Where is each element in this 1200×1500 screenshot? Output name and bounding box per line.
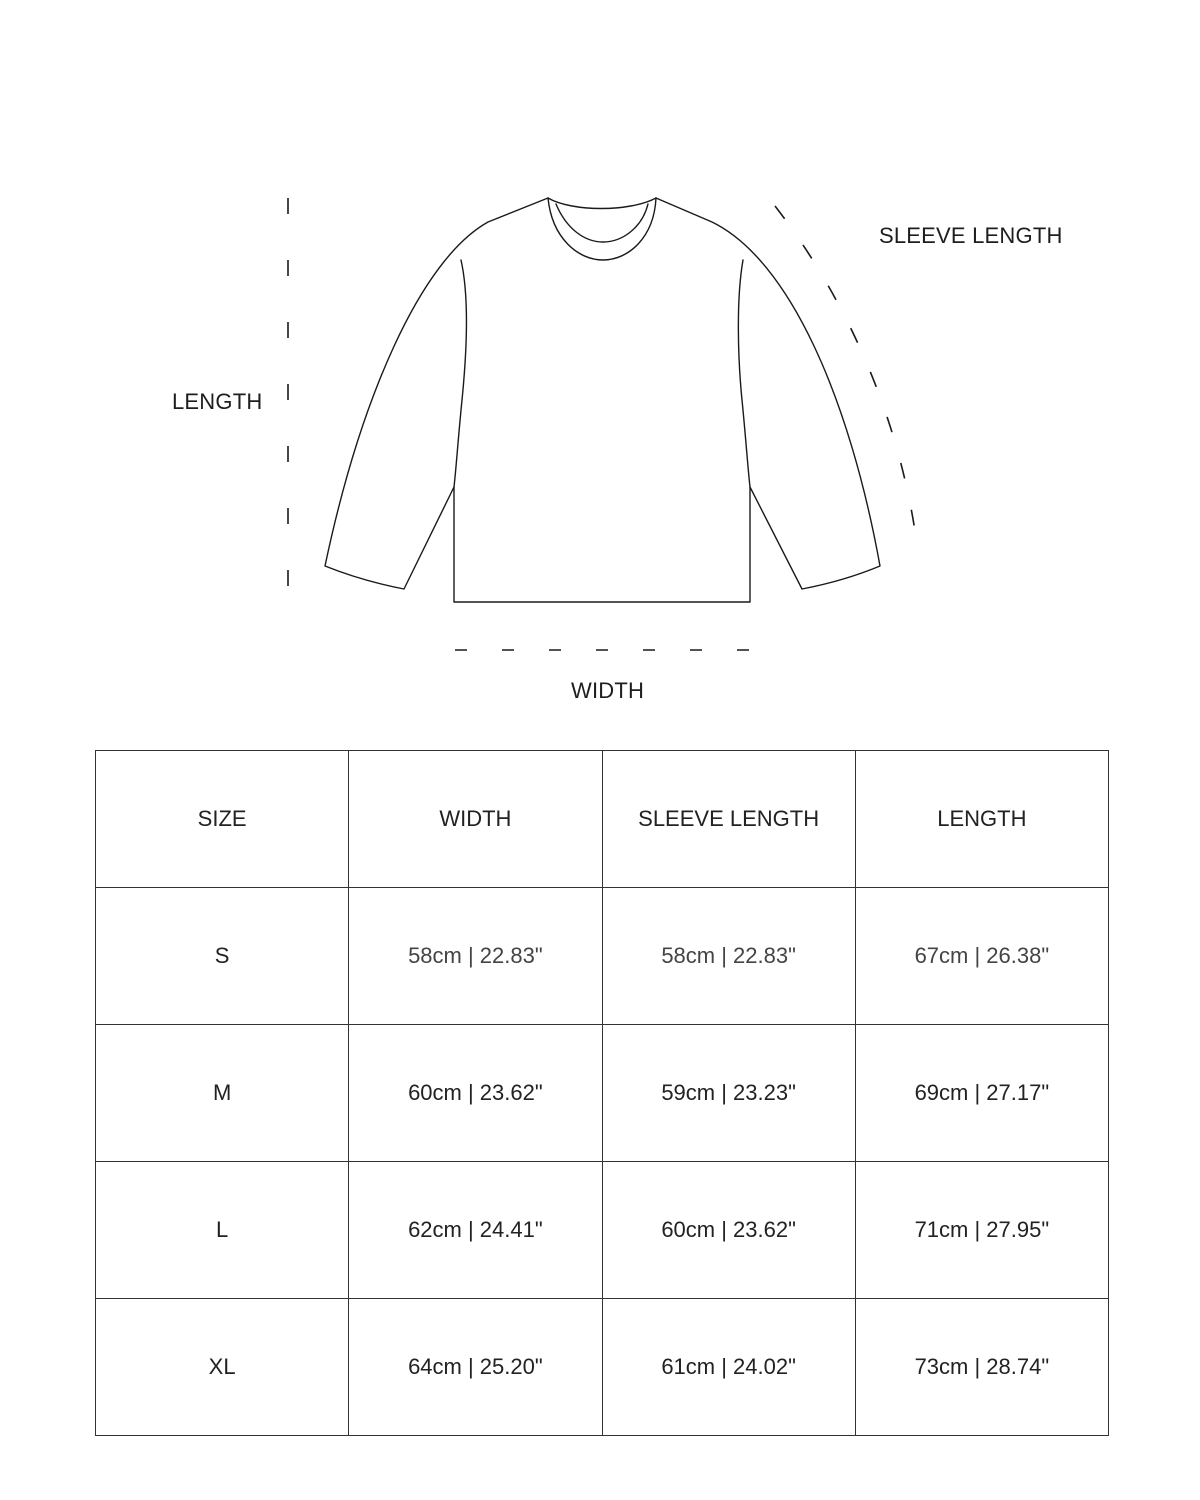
size-cell: XL [96, 1299, 349, 1436]
table-row [96, 1162, 1109, 1299]
sleeve-length-cell: 61cm | 24.02" [602, 1299, 855, 1436]
width-cell: 62cm | 24.41" [349, 1162, 602, 1299]
table-row [96, 1299, 1109, 1436]
table-row [96, 888, 1109, 1025]
length-cell: 69cm | 27.17" [855, 1025, 1108, 1162]
sleeve-length-cell: 58cm | 22.83" [602, 888, 855, 1025]
size-cell: S [96, 888, 349, 1025]
sweatshirt-body-outline [325, 198, 880, 602]
length-label: LENGTH [172, 389, 263, 414]
garment-diagram [0, 0, 1200, 740]
size-cell: M [96, 1025, 349, 1162]
header-size: SIZE [96, 751, 349, 888]
sleeve-length-label: SLEEVE LENGTH [879, 223, 1063, 248]
collar-outer [548, 198, 656, 260]
header-sleeve-length: SLEEVE LENGTH [602, 751, 855, 888]
header-width: WIDTH [349, 751, 602, 888]
collar-inner-line [556, 204, 648, 242]
length-cell: 73cm | 28.74" [855, 1299, 1108, 1436]
header-length: LENGTH [855, 751, 1108, 888]
table-row [96, 1025, 1109, 1162]
width-label: WIDTH [571, 678, 645, 703]
sleeve-guide-dashed [775, 206, 918, 552]
left-armhole-seam [454, 260, 466, 487]
collar-inner [548, 198, 656, 209]
length-cell: 67cm | 26.38" [855, 888, 1108, 1025]
right-armhole-seam [738, 260, 750, 487]
length-cell: 71cm | 27.95" [855, 1162, 1108, 1299]
sleeve-length-cell: 60cm | 23.62" [602, 1162, 855, 1299]
width-cell: 58cm | 22.83" [349, 888, 602, 1025]
table-header-row [96, 751, 1109, 888]
width-cell: 64cm | 25.20" [349, 1299, 602, 1436]
size-cell: L [96, 1162, 349, 1299]
sleeve-length-cell: 59cm | 23.23" [602, 1025, 855, 1162]
width-cell: 60cm | 23.62" [349, 1025, 602, 1162]
sweatshirt-outline-icon [0, 0, 1200, 740]
size-chart-table [95, 750, 1109, 1436]
